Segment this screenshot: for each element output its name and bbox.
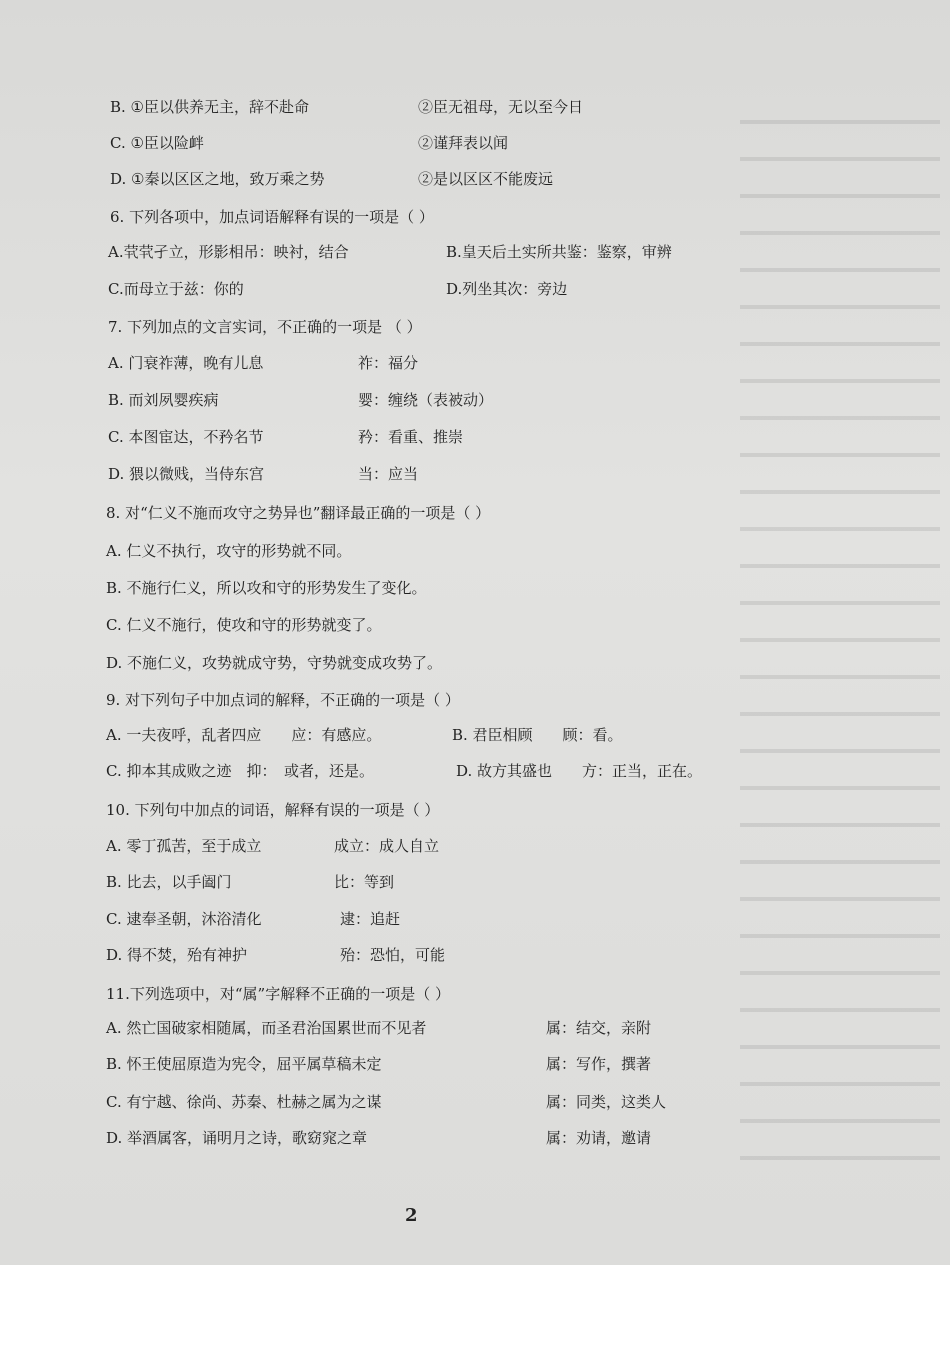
q7-option-c-meaning: 矜：看重、推崇 bbox=[358, 428, 464, 446]
question-7: 7. 下列加点的文言实词，不正确的一项是 （ ） bbox=[108, 318, 422, 336]
q7-option-c: C. 本图宦达，不矜名节 bbox=[108, 428, 264, 446]
q10-option-d-meaning: 殆：恐怕，可能 bbox=[340, 946, 446, 964]
question-6: 6. 下列各项中，加点词语解释有误的一项是（ ） bbox=[110, 208, 434, 226]
q6-option-a: A.茕茕孑立，形影相吊：映衬，结合 bbox=[108, 243, 349, 261]
q9-option-d: D. 故方其盛也 方：正当，正在。 bbox=[456, 762, 703, 780]
q10-option-b: B. 比去，以手阖门 bbox=[106, 873, 232, 891]
q11-option-b: B. 怀王使屈原造为宪令，屈平属草稿未定 bbox=[106, 1055, 382, 1073]
q8-option-b: B. 不施行仁义，所以攻和守的形势发生了变化。 bbox=[106, 579, 427, 597]
q10-option-d: D. 得不焚，殆有神护 bbox=[106, 946, 248, 964]
bleed-through-text bbox=[740, 90, 940, 1190]
q10-option-c-meaning: 逮：追赶 bbox=[340, 910, 401, 928]
question-11: 11.下列选项中，对“属”字解释不正确的一项是（ ） bbox=[106, 985, 450, 1003]
question-8: 8. 对“仁义不施而攻守之势异也”翻译最正确的一项是（ ） bbox=[106, 504, 491, 522]
question-10: 10. 下列句中加点的词语，解释有误的一项是（ ） bbox=[106, 801, 440, 819]
q11-option-a: A. 然亡国破家相随属，而圣君治国累世而不见者 bbox=[106, 1019, 427, 1037]
page-number: 2 bbox=[405, 1205, 418, 1226]
q11-option-a-meaning: 属：结交，亲附 bbox=[546, 1019, 652, 1037]
question-9: 9. 对下列句子中加点词的解释，不正确的一项是（ ） bbox=[106, 691, 460, 709]
q6-option-d: D.列坐其次：旁边 bbox=[446, 280, 568, 298]
q7-option-d-meaning: 当：应当 bbox=[358, 465, 419, 483]
q10-option-b-meaning: 比：等到 bbox=[334, 873, 395, 891]
q7-option-a-meaning: 祚：福分 bbox=[358, 354, 419, 372]
q10-option-a: A. 零丁孤苦，至于成立 bbox=[106, 837, 262, 855]
q8-option-c: C. 仁义不施行，使攻和守的形势就变了。 bbox=[106, 616, 382, 634]
q10-option-a-meaning: 成立：成人自立 bbox=[334, 837, 440, 855]
q7-option-a: A. 门衰祚薄，晚有儿息 bbox=[108, 354, 264, 372]
q9-option-a: A. 一夫夜呼，乱者四应 应：有感应。 bbox=[106, 726, 382, 744]
line-1-right: ②臣无祖母，无以至今日 bbox=[418, 98, 584, 116]
q8-option-d: D. 不施仁义，攻势就成守势，守势就变成攻势了。 bbox=[106, 654, 443, 672]
q6-option-c: C.而母立于兹：你的 bbox=[108, 280, 244, 298]
q8-option-a: A. 仁义不执行，攻守的形势就不同。 bbox=[106, 542, 352, 560]
q7-option-b-meaning: 婴：缠绕（表被动） bbox=[358, 391, 494, 409]
line-2-left: C. ①臣以险衅 bbox=[110, 134, 204, 152]
line-1-left: B. ①臣以供养无主，辞不赴命 bbox=[110, 98, 310, 116]
q7-option-d: D. 猥以微贱，当侍东宫 bbox=[108, 465, 265, 483]
q6-option-b: B.皇天后土实所共鉴：鉴察，审辨 bbox=[446, 243, 672, 261]
q11-option-c-meaning: 属：同类，这类人 bbox=[546, 1093, 667, 1111]
q9-option-c: C. 抑本其成败之迹 抑： 或者，还是。 bbox=[106, 762, 374, 780]
q10-option-c: C. 逮奉圣朝，沐浴清化 bbox=[106, 910, 262, 928]
line-3-right: ②是以区区不能废远 bbox=[418, 170, 554, 188]
q9-option-b: B. 君臣相顾 顾：看。 bbox=[452, 726, 623, 744]
line-3-left: D. ①秦以区区之地，致万乘之势 bbox=[110, 170, 325, 188]
q7-option-b: B. 而刘夙婴疾病 bbox=[108, 391, 219, 409]
q11-option-d: D. 举酒属客，诵明月之诗，歌窈窕之章 bbox=[106, 1129, 368, 1147]
line-2-right: ②谨拜表以闻 bbox=[418, 134, 509, 152]
q11-option-c: C. 有宁越、徐尚、苏秦、杜赫之属为之谋 bbox=[106, 1093, 382, 1111]
q11-option-d-meaning: 属：劝请，邀请 bbox=[546, 1129, 652, 1147]
q11-option-b-meaning: 属：写作，撰著 bbox=[546, 1055, 652, 1073]
